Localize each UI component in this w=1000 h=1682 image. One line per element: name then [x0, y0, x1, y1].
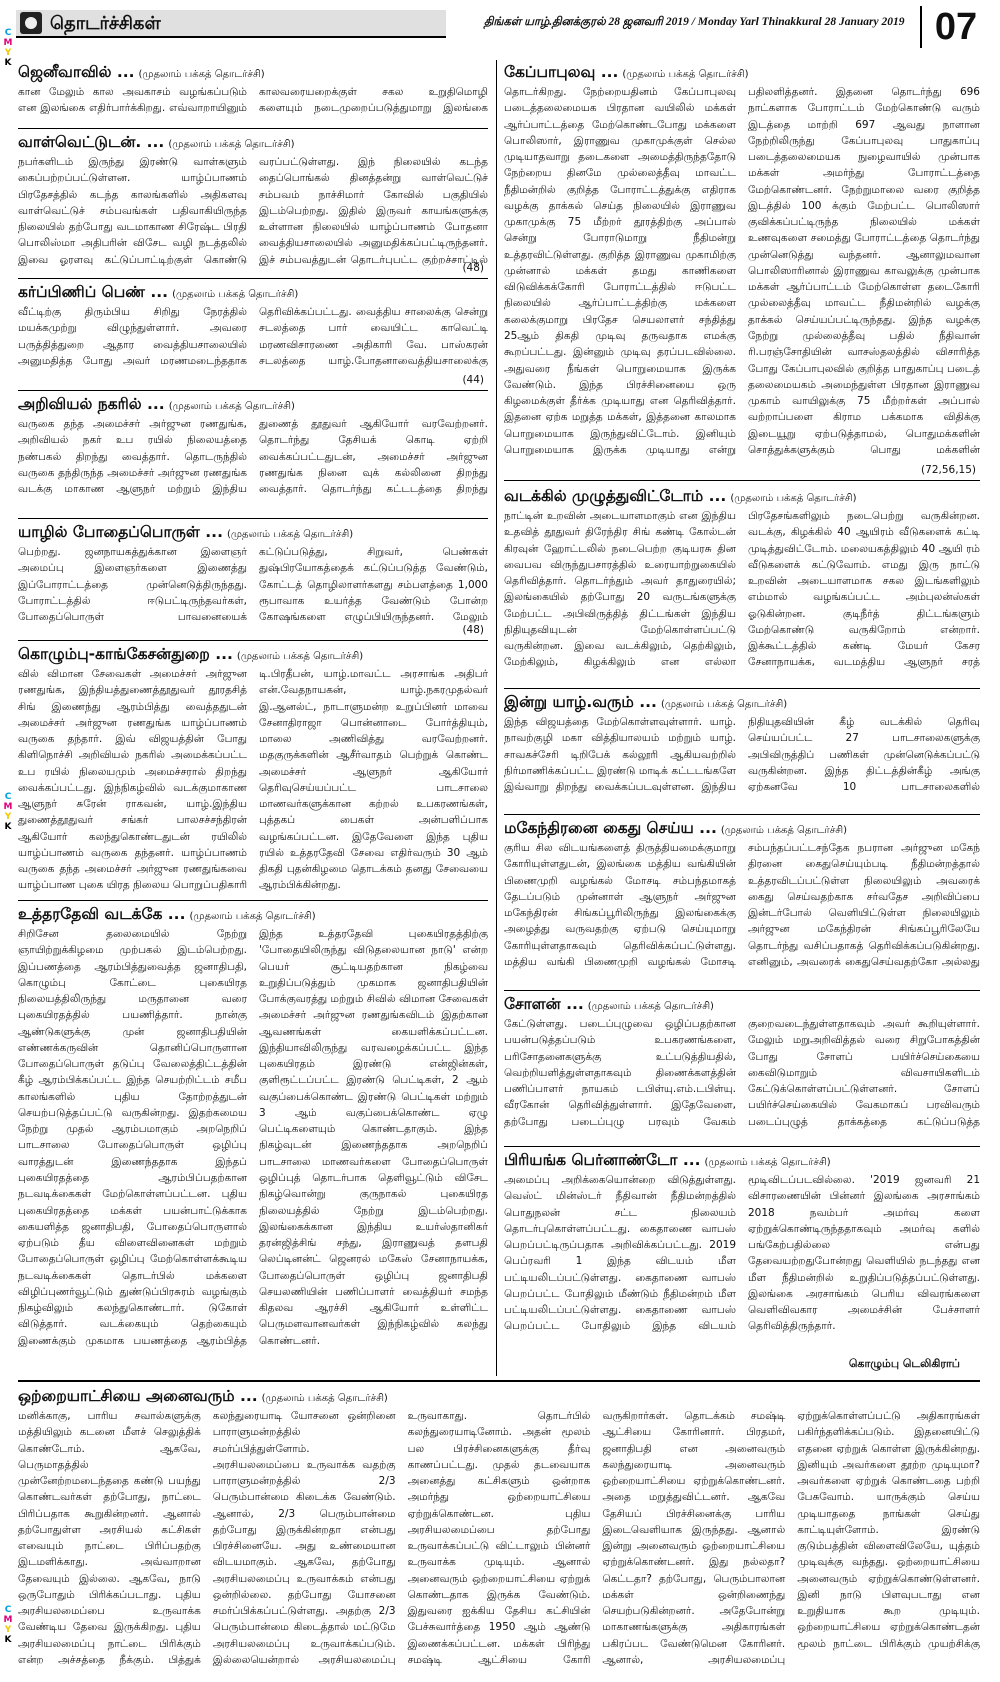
divider	[504, 990, 980, 991]
article-priyanka	[504, 1150, 980, 1374]
continued-note: (முதலாம் பக்கத் தொடர்ச்சி)	[226, 529, 354, 540]
article-geneva	[18, 62, 488, 124]
dateline: திங்கள் யாழ்.தினக்குரல் 28 ஜனவரி 2019 / Monday Yarl Thinakkural 28 January 2019	[484, 16, 905, 28]
divider	[18, 390, 488, 391]
cmyk-y: Y	[4, 1625, 12, 1635]
article-science-city	[18, 394, 488, 514]
headline: வடக்கில் முழுத்துவிட்டோம் ...	[504, 487, 727, 505]
article-drugs	[18, 522, 488, 636]
article-corn	[504, 994, 980, 1142]
article-ref: (72,56,15)	[921, 464, 976, 476]
article-today-jaffna	[504, 692, 980, 810]
continued-note: (முதலாம் பக்கத் தொடர்ச்சி)	[587, 1001, 714, 1012]
column-divider	[496, 60, 497, 1376]
article-ref: (48)	[462, 624, 484, 636]
divider	[18, 128, 488, 129]
cmyk-m: M	[3, 1615, 13, 1625]
divider	[504, 480, 980, 481]
cmyk-k: K	[4, 822, 12, 832]
cmyk-registration-bottom	[2, 1605, 14, 1645]
cmyk-k: K	[4, 1635, 12, 1645]
continued-note: (முதலாம் பக்கத் தொடர்ச்சி)	[660, 699, 788, 710]
continued-note: (முதலாம் பக்கத் தொடர்ச்சி)	[261, 1393, 388, 1404]
article-text: நபர்களிடம் இருந்து இரண்டு வாள்களும் கைப்பற்றப்பட்டுள்ளன. யாழ்ப்பாணம் பிரதேசத்தில் கடந்த காலங்களில் அதிகளவு வாள்வெட்டுச் சம்பவங்கள் பதிவாகியிருந்த நிலையில் தற்போது வடமாகாண சிரேஷ்ட பிரதி பொலிஸ்மா அதிபரின் விசேட வழி நடத்தலில் இவை ஓரளவு கட்டுப்பாட்டிற்குள் கொண்டு வரப்பட்டுள்ளது. இந் நிலையில் கடந்த தைப்பொங்கல் தினத்தன்று வாள்வெட்டுச் சம்பவம் நாச்சிமார் கோவில் பகுதியில் இடம்பெற்றது. இதில் இருவர் காயங்களுக்கு உள்ளான நிலையில் யாழ்ப்பாணம் போதனா வைத்தியசாலையில் அனுமதிக்கப்பட்டிருந்தனர். இச் சம்பவத்துடன் தொடர்புபட்ட குற்றச்சாட்டில்	[18, 156, 488, 266]
article-north-houses	[504, 486, 980, 684]
article-uthara-devi	[18, 904, 488, 1374]
article-text: இந்த விஜயத்தை மேற்கொள்ளவுள்ளார். யாழ். நாவற்குழி மகா வித்தியாலயம் மற்றும் யாழ். சாவகச்சேரி டிறிபேக் கல்லூரி ஆகியவற்றில் நிர்மாணிக்கப்பட்ட இரண்டு மாடிக் கட்டடங்களே இவ்வாறு திறந்து வைக்கப்படவுள்ளன. இந்திய நிதியுதவியின் கீழ் வடக்கில் தெரிவு செய்யப்பட்ட 27 பாடசாலைகளுக்கு அபிவிருத்திப் பணிகள் முன்னெடுக்கப்பட்டு வருகின்றன. இந்த திட்டத்தின்கீழ் அங்கு ஏற்கனவே 10 பாடசாலைகளில்	[504, 716, 980, 794]
divider	[18, 900, 488, 901]
article-unitary-state	[18, 1386, 980, 1672]
cmyk-m: M	[3, 802, 13, 812]
divider	[504, 814, 980, 815]
cmyk-c: C	[4, 28, 12, 38]
continued-note: (முதலாம் பக்கத் தொடர்ச்சி)	[189, 911, 316, 922]
newspaper-logo-icon	[20, 12, 42, 34]
article-sword	[18, 132, 488, 274]
article-text: வீட்டிற்கு திரும்பிய சிறிது நேரத்தில் மயக்கமுற்று விழுந்துள்ளார். அவரை பருத்தித்துறை ஆதார வைத்தியசாலையில் அனுமதித்த போது அவர் மரணமடைந்ததாக தெரிவிக்கப்பட்டது. வைத்திய சாலைக்கு சென்று சடலத்தை பார் வையிட்ட காவெட்டி மரணவிசாரணை அதிகாரி வே. பாஸ்கரன் சடலத்தை யாழ்.போதனாவைத்தியசாலைக்கு	[18, 306, 488, 367]
continued-note: (முதலாம் பக்கத் தொடர்ச்சி)	[622, 69, 749, 80]
headline: பிரியங்க பெர்னாண்டோ ...	[504, 1151, 701, 1169]
headline: இன்று யாழ்.வரும் ...	[504, 693, 657, 711]
article-text: பெற்றது. ஜனநாயகத்துக்கான இளைஞர் அமைப்பு இளைஞர்களை இணைத்து இப்போராட்டத்தை முன்னெடுத்திருந்தது. போராட்டத்தில் ஈடுபட்டிருந்தவர்கள், போதைப்பொருள் பாவனையைக் கட்டுப்படுத்து, சிறுவர், பெண்கள் துஷ்பிரயோகத்தைக் கட்டுப்படுத்த வேண்டும், கோட்டத் தொழிலாளர்களது சம்பளத்தை 1,000 ரூபாவாக உயர்த்த வேண்டும் போன்ற கோஷங்களை எழுப்பியிருந்தனர். மேலும்	[18, 546, 488, 624]
continued-note: (முதலாம் பக்கத் தொடர்ச்சி)	[168, 139, 295, 150]
article-text: சிறிசேன தலைமையில் நேற்று ஞாயிற்றுக்கிழமை முற்பகல் இடம்பெற்றது. இப்பணத்தை ஆரம்பித்துவைத்த ஜனாதிபதி, கொழும்பு கோட்டை புகையிரத நிலையத்திலிருந்து மருதானை வரை புகையிரதத்தில் பயணித்தார். நான்கு ஆண்டுகளுக்கு முன் ஜனாதிபதியின் எண்ணக்கருவின் தொனிப்பொருளான போதைப்பொருள் தடுப்பு வேலைத்திட்டத்தின் கீழ் ஆரம்பிக்கப்பட்ட இந்த செயற்றிட்டம் சமீப காலங்களில் புதிய தோற்றத்துடன் செயற்படுத்தப்பட்டு வருகின்றது. இதற்கமைய நேற்று முதல் ஆரம்பமாகும் அறநெறிப் பாடசாலை போதைப்பொருள் ஒழிப்பு வாரத்துடன் இணைந்ததாக இந்தப் புகையிரதத்தை ஆரம்பிப்பதற்கான நடவடிக்கைகள் மேற்கொள்ளப்பட்டன. புதிய புகையிரதத்தை மக்கள் பயன்பாட்டுக்காக கையளித்த ஜனாதிபதி, போதைப்பொருளால் ஏற்படும் தீய விளைவினைகள் மற்றும் போதைப்பொருள் ஒழிப்பு மேற்கொள்ளக்கூடிய நடவடிக்கைகள் தொடர்பில் மக்களை விழிப்புணர்வூட்டும் துண்டுப்பிரசுரம் வழங்கும் நிகழ்விலும் கலந்துகொண்டார். டுகோள் விடுத்தார். வடக்கையும் தெற்கையும் இணைக்கும் முகமாக பயணத்தை ஆரம்பித்த இந்த உத்தரதேவி புகையிரதத்திற்கு 'போதையிலிருந்து விடுதலையான நாடு' என்ற பெயர் சூட்டியதற்கான நிகழ்வை உறுதிப்படுத்தும் முகமாக ஜனாதிபதியின் போக்குவரத்து மற்றும் சிவில் விமான சேவைகள் அமைச்சர் அர்ஜுன ரணதுங்கவிடம் இதற்கான ஆவணங்கள் கையளிக்கப்பட்டன. இந்தியாவிலிருந்து வரவழைக்கப்பட்ட இந்த புகையிரதம் இரண்டு என்ஜின்கள், குளிரூட்டப்பட்ட இரண்டு பெட்டிகள், 2 ஆம் வகுப்பைக்கொண்ட இரண்டு பெட்டிகள் மற்றும் 3 ஆம் வகுப்பைக்கொண்ட ஏழு பெட்டிகளையும் கொண்டதாகும். இந்த நிகழ்வுடன் இணைந்ததாக அறநெறிப் பாடசாலை மாணவர்களை போதைப்பொருள் ஒழிப்புத் தொடர்பாக தெளிவூட்டும் விசேட நிகழ்வொன்று குருநாகல் புகையிரத நிலையத்தில் நேற்று இடம்பெற்றது. இலங்கைக்கான இந்திய உயர்ஸ்தானிகர் தரன்ஜித்சிங் சந்து, இராணுவத் தளபதி லெப்டினன்ட் ஜெனரல் மகேஸ் சேனாநாயக்க, போதைப்பொருள் ஒழிப்பு ஜனாதிபதி செயலணியின் பணிப்பாளர் வைத்தியர் சமந்த கிதலவ ஆரச்சி ஆகியோர் உள்ளிட்ட பெருமளவானவர்கள் இந்நிகழ்வில் கலந்து கொண்டனர்.	[18, 928, 488, 1347]
headline: யாழில் போதைப்பொருள் ...	[18, 523, 223, 541]
headline: சோளன் ...	[504, 995, 584, 1013]
section-banner	[16, 10, 446, 38]
continued-note: (முதலாம் பக்கத் தொடர்ச்சி)	[704, 1157, 831, 1168]
divider	[18, 278, 488, 279]
divider	[18, 1380, 980, 1382]
continued-note: (முதலாம் பக்கத் தொடர்ச்சி)	[168, 401, 295, 412]
article-text: மனிக்காகு, பாரிய சவால்களுக்கு மத்தியிலும் கடனை மீளச் செலுத்திக் கொண்டோம். ஆகவே, பெருமாதத்தில் முன்னேற்றமடைந்ததை கண்டு பயந்து கொண்டவர்கள் தற்போது, நாட்டை பிரிப்பதாக கூறுகின்றனர். ஆனால் தற்போதுள்ள அரசியல் கட்சிகள் எவையும் நாட்டை பிரிப்பதற்கு இடமளிக்காது. அவ்வாறான தேவையும் இல்லை. ஆகவே, நாடு ஒருபோதும் பிரிக்கப்படாது. புதிய அரசியலமைப்பை உருவாக்க வேண்டிய தேவை இருக்கிறது. புதிய அரசியலமைப்பு நாட்டை பிரிக்கும் என்ற அச்சத்தை நீக்கும். பித்துக் கலந்துரையாடி யோசனை ஒன்றினை பாராளுமன்றத்தில் சமர்ப்பித்துள்ளோம். அரசியலமைப்பை உருவாக்க வதற்கு பாராளுமன்றத்தில் 2/3 பெரும்பான்மை கிடைக்க வேண்டும். ஆனால், 2/3 பெரும்பான்மை தற்போது இருக்கின்றதா என்பது பிரச்சினையே. அது உண்மையான விடயமாகும். ஆகவே, தற்போது அரசியலமைப்பு உருவாக்கம் என்பது ஒன்றில்லை. தற்போது யோசனை சமர்ப்பிக்கப்பட்டுள்ளது. அதற்கு 2/3 பெரும்பான்மை கிடைத்தால் மட்டுமே அரசியலமைப்பு உருவாக்கப்படும். இல்லையென்றால் அரசியலமைப்பு உருவாகாது. தொடர்பில் கலந்துரையாடினோம். அதன் மூலம் பல பிரச்சினைகளுக்கு தீர்வு காணப்பட்டது. முதல் தடவையாக அனைத்து கட்சிகளும் ஒன்றாக அமர்ந்து ஒற்றையாட்சியை ஏற்றுக்கொண்டன. புதிய அரசியலமைப்பை தற்போது உருவாக்கப்பட்டு விட்டாலும் பின்னர் உருவாக்க முடியும். ஆனால் அனைவரும் ஒற்றையாட்சியை ஏற்றுக் கொண்டதாக இருக்க வேண்டும். இதுவரை ஐக்கிய தேசிய கட்சியின் பேச்சுவார்த்தை 1950 ஆம் ஆண்டு இணைக்கப்பட்டன. மக்கள் பிரிந்து சமஷ்டி ஆட்சியை கோரி வருகிறார்கள். தொடக்கம் சமஷ்டி ஆட்சியை கோரினார். பிரதமர், ஜனாதிபதி என அனைவரும் கலந்துரையாடி அனைவரும் ஒற்றையாட்சியை ஏற்றுக்கொண்டனர். அதை மறுத்துவிட்டனர். ஆகவே தேசியப் பிரச்சினைக்கு பாரிய இடைவெளியாக இருந்தது. ஆனால் இன்று அனைவரும் ஒற்றையாட்சியை ஏற்றுக்கொண்டனர். இது நல்லதா? கெட்டதா? தற்போது, பெரும்பாலான மக்கள் ஒன்றிணைந்து செயற்படுகின்றனர். அதேபோன்று மாகாணங்களுக்கு அதிகாரங்கள் பகிரப்பட வேண்டுமென கோரினர். ஆனால், அரசியலமைப்பு ஏற்றுக்கொள்ளப்பட்டு அதிகாரங்கள் பகிர்ந்தளிக்கப்படும். இதனையிட்டு எதனை ஏற்றுக் கொள்ள இருக்கின்றது. இனியும் அவர்களை தூற்ற முடியுமா? அவர்களை ஏற்றுக் கொண்டதை பற்றி பேசுவோம். யாருக்கும் செய்ய முடியாததை நாங்கள் செய்து காட்டியுள்ளோம். இரண்டு குடும்பத்தின் விளைவிலேயே, யுத்தம் முடிவுக்கு வந்தது. ஒற்றையாட்சியை அனைவரும் ஏற்றுக்கொண்டுள்ளனர். இனி நாடு பிளவுபடாது என உறுதியாக கூற முடியும். ஒற்றையாட்சியை ஏற்றுக்கொண்டதன் மூலம் நாட்டை பிரிக்கும் முயற்சிக்கு	[18, 1410, 980, 1666]
article-mahendran	[504, 818, 980, 986]
headline: மகேந்திரனை கைது செய்ய ...	[504, 819, 717, 837]
cmyk-registration-middle	[2, 792, 14, 832]
article-colombo-kks	[18, 644, 488, 896]
article-ref: (48)	[462, 262, 484, 274]
continued-note: (முதலாம் பக்கத் தொடர்ச்சி)	[138, 69, 265, 80]
article-keppapulavu	[504, 62, 980, 476]
article-text: நாட்டின் உறவின் அடையாளமாகும் என இந்திய உதவித் தூதுவர் திரேந்திர சிங் கண்டி கோல்டன் கிரவுன் ஹோட்டலில் நடைபெற்ற குடியரசு தின வைபவ விருந்துபசாரத்தில் உரையாற்றுகையில் தெரிவித்தார். தொடர்ந்தும் அவர் தாதுரையில்; இலங்கையில் தற்போது 20 வருடங்களுக்கு மேற்பட்ட அபிவிருத்தித் திட்டங்கள் இந்திய நிதியுதவியுடன் மேற்கொள்ளப்பட்டு வருகின்றன. இவை வடக்கிலும், தெற்கிலும், மேற்கிலும், கிழக்கிலும் என எல்லா பிரதேசங்களிலும் நடைபெற்று வருகின்றன. வடக்கு, கிழக்கில் 40 ஆயிரம் வீடுகளைக் கட்டி முடித்துவிட்டோம். மலையகத்திலும் 40 ஆயி ரம் வீடுகளைக் கட்டுவோம். எமது இரு நாட்டு உறவின் அடையாளமாக சகல இடங்களிலும் எம்மால் வழங்கப்பட்ட அம்புலன்ஸ்கள் ஓடுகின்றன. குடிநீர்த் திட்டங்களும் மேற்கொண்டு வருகிறோம் என்றார். இக்கூட்டத்தில் கண்டி மேயர் கேசர சேனாநாயக்க, வடமத்திய ஆளுநர் சரத்	[504, 510, 980, 669]
cmyk-y: Y	[4, 48, 12, 58]
divider	[504, 1146, 980, 1147]
headline: அறிவியல் நகரில் ...	[18, 395, 165, 413]
cmyk-k: K	[4, 58, 12, 68]
article-text: அமைப்பு அறிக்கையொன்றை விடுத்துள்ளது. வெஸ்ட் மின்ஸ்டர் நீதிவான் நீதிமன்றத்தில் பொதுநலன் சட்ட நிலையம் தொடர்புகொள்ளப்பட்டது. கைதாணை வாபஸ் பெறப்பட்டிருப்பதாக அறிவிக்கப்பட்டது. 2019 பெப்ரவரி 1 இந்த விடயம் மீள பட்டியலிடப்பட்டுள்ளது. கைதாணை வாபஸ் பெறப்பட்ட போதிலும் மீண்டும் நீதிமன்றம் மீள பட்டியலிடப்பட்டுள்ளது. கைதாணை வாபஸ் பெறப்பட்ட போதிலும் இந்த விடயம் மூடிவிடப்படவில்லை. '2019 ஜனவரி 21 விசாரணையின் பின்னர் இலங்கை அரசாங்கம் 2018 நவம்பர் அமர்வு களை ஏற்றுக்கொண்டிருந்ததாகவும் அமர்வு களில் பங்கேற்பதில்லை என்பது தேவையற்றதுபோன்றது வெளியில் நடந்தது என மீள நீதிமன்றில் உறுதிப்படுத்தப்பட்டுள்ளது. இலங்கை அரசாங்கம் பெரிய விவரங்களை வெளிவிவகார அமைச்சின் பேச்சாளர் தெரிவித்திருந்தார்.	[504, 1174, 980, 1333]
headline: ஒற்றையாட்சியை அனைவரும் ...	[18, 1387, 258, 1405]
divider	[504, 688, 980, 689]
continued-note: (முதலாம் பக்கத் தொடர்ச்சி)	[720, 825, 848, 836]
section-title: தொடர்ச்சிகள்	[50, 13, 161, 34]
article-text: தொடர்கிறது. நேற்றையதினம் கேப்பாபுலவு படைத்தலைமையக பிரதான வயிலில் மக்கள் ஆர்ப்பாட்டத்தை மேற்கொண்டபோது மக்களை பொலிஸார், இராணுவ முகாமுக்குள் செல்ல முடியாதவாறு தடைகளை அமைத்திருந்ததோடு நேற்றைய தினமே முல்லைத்தீவு மாவட்ட நீதிமன்றில் குறித்த போராட்டத்துக்கு எதிராக வழக்கு தாக்கல் செய்த நிலையில் இராணுவ முகாமுக்கு 75 மீற்றர் தூரத்திற்கு அப்பால் சென்று போராடுமாறு நீதிமன்று உத்தரவிட்டுள்ளது. குறித்த இராணுவ முகாமிற்கு முன்னால் மக்கள் தமது காணிகளை விடுவிக்கக்கோரி போராட்டத்தில் ஈடுபட்ட நிலையில் ஆர்ப்பாட்டத்திற்கு மக்களை கலைக்குமாறு பிரதேச செயலாளர் சந்தித்து 25ஆம் திகதி முடிவு தருவதாக எமக்கு கூறப்பட்டது. இன்னும் முடிவு தரப்படவில்லை. அதுவரை நீங்கள் பொறுமையாக இருக்க வேண்டும். இந்த பிரச்சினையை ஒரு கிழமைக்குள் தீர்க்க முடியாது என தெரிவித்தார். இதனை ஏற்க மறுத்த மக்கள், இத்தனை காலமாக பொறுமையாக இருந்துவிட்டோம். இனியும் பொறுமையாக இருக்க முடியாது என்று பதிலளித்தனர். இதனை தொடர்ந்து 696 நாட்களாக போராட்டம் மேற்கொண்டு வரும் இடத்தை மாற்றி 697 ஆவது நாளான நேற்றிலிருந்து கேப்பாபுலவு பாதுகாப்பு படைத்தலைமையக நுழைவாயில் முன்பாக மக்கள் அமர்ந்து போராட்டத்தை மேற்கொண்டனர். நேற்றுமாலை வரை குறித்த இடத்தில் 100 க்கும் மேற்பட்ட பொலிஸார் குவிக்கப்பட்டிருந்த நிலையில் மக்கள் உணவுகளை சமைத்து போராட்டத்தை தொடர்ந்து முன்னெடுத்து வந்தனர். ஆனாலுமவான பொலிஸாரினால் இராணுவ காவலுக்கு முன்பாக மக்கள் ஆர்ப்பாட்டம் மேற்கொள்ள தடைகோரி முல்லைத்தீவு மாவட்ட நீதிமன்றில் வழக்கு தாக்கல் செய்யப்பட்டிருந்தது. இந்த வழக்கு நேற்று முல்லைத்தீவு பதில் நீதிவான் ரி.பரஞ்சோதியின் வாசஸ்தலத்தில் விசாரித்த போது கேப்பாபுலவில் குறித்த பாதுகாப்பு படைத் தலைமையகம் அமைந்துள்ள பிரதான இராணுவ முகாம் வாயிலுக்கு 75 மீற்றர்கள் அப்பால் வற்றாப்பளை கிராம பக்கமாக விதிக்கு இடையூறு ஏற்படுத்தாமல், பொதுமக்களின் சொத்துக்களுக்கும் பொது மக்களின்	[504, 86, 980, 456]
article-text: கான மேலும் கால அவகாசம் வழங்கப்படும் என இலங்கை எதிர்பார்க்கிறது. எவ்வாறாயினும் காலவரையறைக்குள் சகல உறுதிமொழி களையும் நடைமுறைப்படுத்துமாறு இலங்கை	[18, 86, 488, 115]
cmyk-c: C	[4, 792, 12, 802]
page-header	[16, 6, 996, 48]
divider	[18, 640, 488, 641]
cmyk-registration-top	[2, 28, 14, 68]
headline: வாள்வெட்டுடன். ...	[18, 133, 165, 151]
article-pregnant	[18, 282, 488, 386]
divider	[18, 518, 488, 519]
continued-note: (முதலாம் பக்கத் தொடர்ச்சி)	[730, 493, 857, 504]
article-text: வருகை தந்த அமைச்சர் அர்ஜுன ரணதுங்க, அறிவியல் நகர் உப ரயில் நிலையத்தை நண்பகல் திறந்து வைத்தார். தொடருந்தில் வருகை தந்திருந்த அமைச்சர் அர்ஜுன ரணதுங்க வடக்கு மாகாண ஆளுநர் மற்றும் இந்திய துணைத் தூதுவர் ஆகியோர் வரவேற்றனர். தொடர்ந்து தேசியக் கொடி ஏற்றி வைக்கப்பட்டதுடன், அமைச்சர் அர்ஜுன ரணதுங்க நினை வுக் கல்லினை திறந்து வைத்தார். தொடர்ந்து கட்டடத்தை திறந்து	[18, 418, 488, 496]
page-number: 07	[920, 6, 990, 48]
headline: கேப்பாபுலவு ...	[504, 63, 619, 81]
continued-note: (முதலாம் பக்கத் தொடர்ச்சி)	[172, 289, 299, 300]
cmyk-c: C	[4, 1605, 12, 1615]
article-text: வில் விமான சேவைகள் அமைச்சர் அர்ஜுன ரணதுங்க, இந்தியத்துணைத்தூதுவர் தூரதசித் சிங் இணைந்து ஆரம்பித்து வைத்ததுடன் அமைச்சர் அர்ஜுன ரணதுங்க யாழ்ப்பாணம் வருகை தந்தார். இவ் விஜயத்தின் போது கிளிநொச்சி அறிவியல் நகரில் அமைக்கப்பட்ட உப ரயில் நிலையமும் அமைச்சரால் திறந்து வைக்கப்பட்டது. இந்நிகழ்வில் வடக்குமாகாண ஆளுநர் சுரேன் ராகவன், யாழ்.இந்திய துணைத்தூதுவர் சங்கர் பாலசச்சந்திரன் ஆகியோர் கலந்துகொண்டதுடன் ரயிலில் யாழ்ப்பாணம் வருகை தந்தனர். யாழ்ப்பாணம் வருகை தந்த அமைச்சர் அர்ஜுன ரணதுங்கவை யாழ்ப்பாண புகை யிரத நிலைய பொறுப்பதிகாரி டி.பிரதீபன், யாழ்.மாவட்ட அரசாங்க அதிபர் என்.வேதநாயகன், யாழ்.நகரமுதல்வர் இ.ஆனல்ட், நாடாளுமன்ற உறுப்பினர் மாவை சேனாதிராஜா பொன்னாடை போர்த்தியும், மாலை அணிவித்து வரவேற்றனர். மதகுருக்களின் ஆசீர்வாதம் பெற்றுக் கொண்ட அமைச்சர் ஆளுநர் ஆகியோர் தெரிவுசெய்யப்பட்ட பாடசாலை மாணவர்களுக்கான கற்றல் உபகரணங்கள், புத்தகப் பைகள் அன்பளிப்பாக வழங்கப்பட்டன. இதேவேளை இந்த புதிய ரயில் உத்தரதேவி சேவை எதிர்வரும் 30 ஆம் திகதி புதன்கிழமை தொடக்கம் தனது சேவையை ஆரம்பிக்கின்றது.	[18, 668, 488, 892]
article-ref: (44)	[462, 374, 484, 386]
headline: கொழும்பு-காங்கேசன்துறை ...	[18, 645, 233, 663]
article-text: குரிய சில விடயங்களைத் திருத்தியமைக்குமாறு கோரியுள்ளதுடன், இலங்கை மத்திய வங்கியின் பிணைமுறி வழங்கல் மோசடி சம்பந்தமாகத் தேடப்படும் முன்னாள் ஆளுநர் அர்ஜுன மகேந்திரன் சிங்கப்பூரிலிருந்து இலங்கைக்கு அழைத்து வருவதற்கு ஏற்படு செய்யுமாறு கோரியுள்ளதாகவும் தெரிவிக்கப்பட்டுள்ளது. மத்திய வங்கி பிணைமுறி வழங்கல் மோசடி சம்பந்தப்பட்டசந்தேக நபரான அர்ஜுன மகேந் திரனை கைதுசெய்யும்படி நீதிமன்றத்தால் உத்தரவிடப்பட்டுள்ள நிலையிலும் அவரைக் கைது செய்வதற்காக சர்வதேச அறிவிப்பை இன்டர்போல் வெளியிட்டுள்ள நிலையிலும் அர்ஜுன மகேந்திரன் சிங்கப்பூரிலேயே தொடர்ந்து வசிப்பதாகத் தெரிவிக்கப்படுகின்றது. எனினும், அவரைக் கைதுசெய்வதற்கோ அல்லது	[504, 842, 980, 968]
continued-note: (முதலாம் பக்கத் தொடர்ச்சி)	[236, 651, 364, 662]
cmyk-m: M	[3, 38, 13, 48]
article-source: கொழும்பு டெலிகிராப்	[848, 1357, 960, 1370]
headline: உத்தரதேவி வடக்கே ...	[18, 905, 186, 923]
article-text: கேட்டுள்ளது. படைப்புழுவை ஒழிப்பதற்கான பயன்படுத்தப்படும் உபகரணங்களை, பரிசோதனைகளுக்கு உட்படுத்தியதில், வெற்றியளித்துள்ளதாகவும் திணைக்களத்தின் பணிப்பாளர் நாயகம் டபிள்யு.எம்.டபிள்யு. வீரகோன் தெரிவித்துள்ளார். இதேவேளை, தற்போது படைப்புழு பரவும் வேகம் குறைவடைந்துள்ளதாகவும் அவர் கூறியுள்ளார். மேலும் மறுஅறிவித்தல் வரை சிறுபோகத்தின் போது சோளப் பயிர்ச்செய்கையை கைவிடுமாறும் விவசாயிகளிடம் கேட்டுக்கொள்ளப்பட்டுள்ளனர். சோளப் பயிர்ச்செய்கையில் வேகமாகப் பரவிவரும் படைப்புழுத் தாக்கத்தை கட்டுப்படுத்த	[504, 1018, 980, 1128]
headline: கர்ப்பிணிப் பெண் ...	[18, 283, 169, 301]
cmyk-y: Y	[4, 812, 12, 822]
headline: ஜெனீவாவில் ...	[18, 63, 135, 81]
